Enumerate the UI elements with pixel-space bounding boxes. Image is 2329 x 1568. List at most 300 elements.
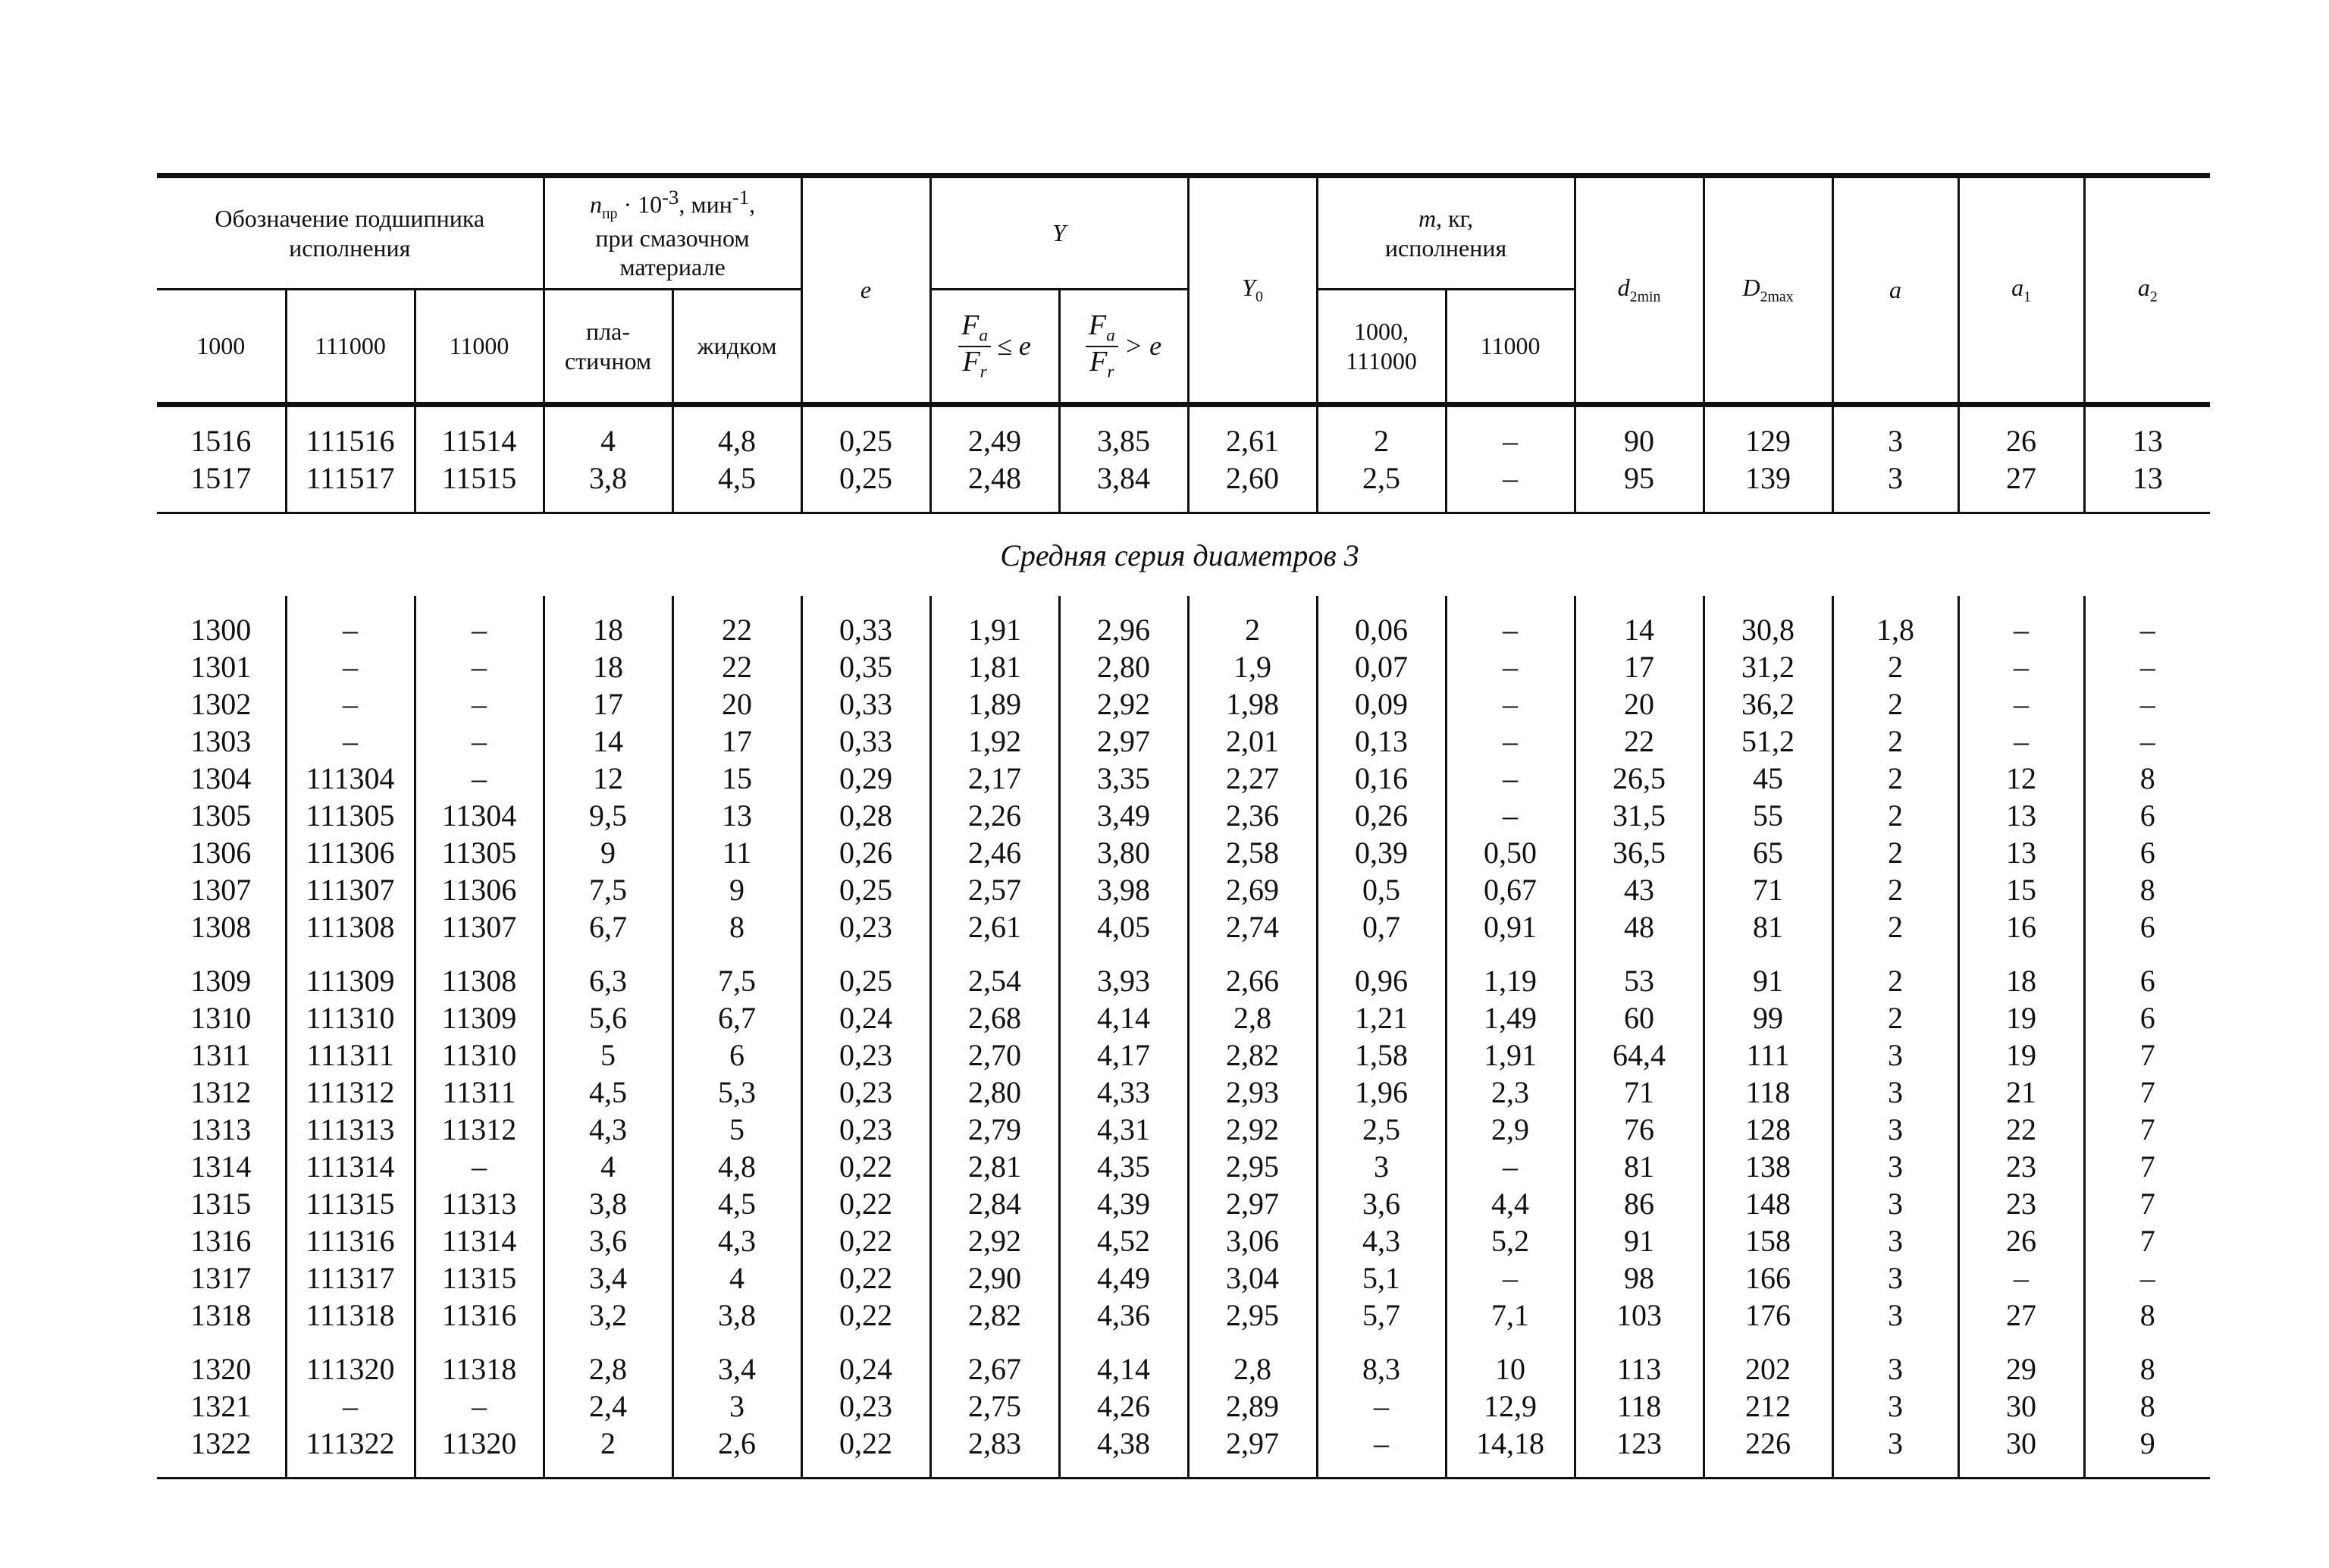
spacer-cell bbox=[1958, 596, 2084, 611]
table-cell: – bbox=[1446, 648, 1575, 685]
table-cell: 3,6 bbox=[1317, 1185, 1446, 1222]
table-cell: 2 bbox=[1832, 760, 1958, 797]
table-cell: 1,9 bbox=[1188, 648, 1317, 685]
table-cell: 26 bbox=[1958, 422, 2084, 459]
table-row bbox=[157, 760, 2210, 797]
table-cell: 1,91 bbox=[1446, 1036, 1575, 1074]
table-cell: 3 bbox=[1832, 1148, 1958, 1185]
table-bottom-rows bbox=[157, 596, 2210, 1479]
table-cell: 1,92 bbox=[930, 723, 1059, 760]
table-cell: 2,89 bbox=[1188, 1388, 1317, 1425]
table-cell: 2 bbox=[1832, 834, 1958, 871]
spacer-cell bbox=[157, 596, 286, 611]
table-cell: 2,8 bbox=[1188, 1350, 1317, 1388]
table-cell: 19 bbox=[1958, 1036, 2084, 1074]
spacer-cell bbox=[1188, 1462, 1317, 1479]
table-cell: 111309 bbox=[286, 962, 415, 999]
table-cell: 7 bbox=[2084, 1111, 2210, 1148]
table-cell: 3 bbox=[1832, 1425, 1958, 1462]
table-cell: 111315 bbox=[286, 1185, 415, 1222]
table-cell: 1318 bbox=[190, 1298, 252, 1332]
table-cell: 11304 bbox=[415, 797, 544, 834]
table-cell: 0,22 bbox=[801, 1425, 930, 1462]
table-cell: 2,80 bbox=[1059, 648, 1188, 685]
table-cell: 5 bbox=[672, 1111, 801, 1148]
table-cell: 11316 bbox=[415, 1297, 544, 1334]
spacer-cell bbox=[286, 596, 415, 611]
table-cell: 1305 bbox=[190, 798, 252, 833]
spacer-cell bbox=[1832, 1334, 1958, 1350]
table-cell: 21 bbox=[1958, 1074, 2084, 1111]
table-cell: 111317 bbox=[286, 1259, 415, 1297]
table-cell: 45 bbox=[1704, 760, 1832, 797]
spacer-cell bbox=[1317, 497, 1446, 513]
spacer-cell bbox=[2084, 1334, 2210, 1350]
header-mass-11000: 11000 bbox=[1446, 290, 1575, 405]
table-cell: 0,23 bbox=[801, 1111, 930, 1148]
spacer-cell bbox=[1188, 407, 1317, 422]
table-cell: 2,49 bbox=[930, 422, 1059, 459]
table-top-rows bbox=[157, 407, 2210, 514]
table-cell: 0,22 bbox=[801, 1297, 930, 1334]
table-cell: 111304 bbox=[286, 760, 415, 797]
table-cell: 0,91 bbox=[1446, 908, 1575, 946]
group-gap-row bbox=[157, 1334, 2210, 1350]
table-cell: – bbox=[1958, 648, 2084, 685]
table-cell: 0,35 bbox=[801, 648, 930, 685]
table-cell: 22 bbox=[1958, 1111, 2084, 1148]
table-cell: 4,35 bbox=[1059, 1148, 1188, 1185]
table-cell: 6,3 bbox=[544, 962, 672, 999]
spacer-cell bbox=[286, 1462, 415, 1479]
table-cell: 3 bbox=[1832, 1111, 1958, 1148]
table-cell: 3 bbox=[1832, 459, 1958, 497]
table-cell: – bbox=[1446, 1148, 1575, 1185]
table-cell: 0,16 bbox=[1317, 760, 1446, 797]
table-cell: 2,69 bbox=[1188, 871, 1317, 908]
header-Y: Y bbox=[930, 176, 1188, 290]
table-cell: 26,5 bbox=[1575, 760, 1704, 797]
table-cell: 2,83 bbox=[930, 1425, 1059, 1462]
table-cell: 5,1 bbox=[1317, 1259, 1446, 1297]
frac-relation: ≤ e bbox=[997, 330, 1031, 361]
table-cell: 111517 bbox=[286, 459, 415, 497]
d2min-symbol: d bbox=[1617, 274, 1630, 302]
table-cell: 23 bbox=[1958, 1148, 2084, 1185]
table-cell: – bbox=[1446, 797, 1575, 834]
table-cell: 111305 bbox=[286, 797, 415, 834]
table-cell: 13 bbox=[1958, 834, 2084, 871]
frac-num-sub: a bbox=[979, 325, 989, 346]
table-cell: 2,57 bbox=[930, 871, 1059, 908]
table-cell: 7,5 bbox=[672, 962, 801, 999]
table-cell: 8 bbox=[2084, 871, 2210, 908]
table-cell: 4,14 bbox=[1059, 1350, 1188, 1388]
table-cell: 2,70 bbox=[930, 1036, 1059, 1074]
spacer-cell bbox=[157, 946, 286, 962]
table-cell: 30,8 bbox=[1704, 611, 1832, 648]
spacer-cell bbox=[1958, 407, 2084, 422]
header-a2 bbox=[2084, 176, 2210, 405]
table-cell: 0,07 bbox=[1317, 648, 1446, 685]
table-cell: 2,46 bbox=[930, 834, 1059, 871]
table-cell: 1,96 bbox=[1317, 1074, 1446, 1111]
spacer-cell bbox=[544, 1462, 672, 1479]
table-cell: 3 bbox=[1832, 1350, 1958, 1388]
spacer-cell bbox=[157, 1334, 286, 1350]
spacer-cell bbox=[1958, 497, 2084, 513]
table-cell: – bbox=[1958, 685, 2084, 723]
spacer-cell bbox=[286, 407, 415, 422]
table-row bbox=[157, 1425, 2210, 1462]
table-cell: 11515 bbox=[415, 459, 544, 497]
table-cell: 1306 bbox=[190, 836, 252, 870]
table-cell: 11307 bbox=[415, 908, 544, 946]
spacer-cell bbox=[157, 497, 286, 513]
table-cell: 0,26 bbox=[801, 834, 930, 871]
spacer-cell bbox=[1059, 596, 1188, 611]
table-cell: 1,58 bbox=[1317, 1036, 1446, 1074]
table-cell: 1,19 bbox=[1446, 962, 1575, 999]
table-cell: 2,8 bbox=[544, 1350, 672, 1388]
table-cell: 3,8 bbox=[544, 459, 672, 497]
table-cell: 1320 bbox=[190, 1352, 252, 1386]
table-cell: 98 bbox=[1575, 1259, 1704, 1297]
speed-comma: , bbox=[749, 190, 756, 218]
frac-den-sub: r bbox=[980, 362, 987, 382]
table-cell: – bbox=[415, 1148, 544, 1185]
table-cell: 4 bbox=[544, 422, 672, 459]
table-cell: 3 bbox=[1832, 422, 1958, 459]
table-cell: 2 bbox=[1832, 871, 1958, 908]
table-cell: 111311 bbox=[286, 1036, 415, 1074]
table-cell: 0,33 bbox=[801, 611, 930, 648]
table-cell: 0,25 bbox=[801, 962, 930, 999]
spacer-cell bbox=[930, 1462, 1059, 1479]
table-cell: 4,36 bbox=[1059, 1297, 1188, 1334]
table-cell: 1307 bbox=[190, 873, 252, 907]
spacer-cell bbox=[415, 497, 544, 513]
table-row bbox=[157, 962, 2210, 999]
table-cell: 2,97 bbox=[1188, 1425, 1317, 1462]
header-col-111000: 111000 bbox=[286, 290, 415, 405]
mass-execution-label: исполнения bbox=[1384, 234, 1507, 262]
spacer-cell bbox=[2084, 596, 2210, 611]
table-row bbox=[157, 1036, 2210, 1074]
table-cell: 9,5 bbox=[544, 797, 672, 834]
table-cell: 7,5 bbox=[544, 871, 672, 908]
table-row bbox=[157, 1259, 2210, 1297]
spacer-cell bbox=[672, 596, 801, 611]
table-cell: 1313 bbox=[190, 1112, 252, 1146]
spacer-cell bbox=[1317, 1334, 1446, 1350]
table-cell: 6,7 bbox=[544, 908, 672, 946]
header-frac-gt bbox=[1059, 290, 1188, 405]
spacer-cell bbox=[672, 1462, 801, 1479]
table-cell: 4,8 bbox=[672, 422, 801, 459]
spacer-cell bbox=[801, 946, 930, 962]
table-cell: 1,98 bbox=[1188, 685, 1317, 723]
spacer-cell bbox=[930, 596, 1059, 611]
frac-num-sub: a bbox=[1106, 325, 1115, 346]
table-cell: 0,23 bbox=[801, 1388, 930, 1425]
table-cell: 1322 bbox=[190, 1426, 252, 1460]
table-cell: 4 bbox=[672, 1259, 801, 1297]
table-cell: 1310 bbox=[190, 1001, 252, 1035]
table-cell: 3 bbox=[1832, 1259, 1958, 1297]
table-cell: 1309 bbox=[190, 964, 252, 998]
table-row bbox=[157, 1185, 2210, 1222]
spacer-cell bbox=[1575, 1462, 1704, 1479]
spacer-cell bbox=[1446, 1462, 1575, 1479]
table-cell: 111318 bbox=[286, 1297, 415, 1334]
table-cell: – bbox=[2084, 648, 2210, 685]
a1-sub: 1 bbox=[2023, 288, 2031, 306]
table-cell: – bbox=[415, 723, 544, 760]
table-cell: 11305 bbox=[415, 834, 544, 871]
table-row bbox=[157, 723, 2210, 760]
header-Y0 bbox=[1188, 176, 1317, 405]
table-cell: 1315 bbox=[190, 1187, 252, 1221]
frac-relation: > e bbox=[1124, 330, 1162, 361]
table-cell: 5,6 bbox=[544, 999, 672, 1036]
table-cell: 11318 bbox=[415, 1350, 544, 1388]
table-cell: 31,5 bbox=[1575, 797, 1704, 834]
table-cell: 2,61 bbox=[1188, 422, 1317, 459]
table-row bbox=[157, 611, 2210, 648]
table-cell: – bbox=[415, 648, 544, 685]
table-cell: 11306 bbox=[415, 871, 544, 908]
table-cell: 2 bbox=[1832, 999, 1958, 1036]
spacer-cell bbox=[1832, 407, 1958, 422]
table-cell: 23 bbox=[1958, 1185, 2084, 1222]
table-cell: 76 bbox=[1575, 1111, 1704, 1148]
plastic-line-2: стичном bbox=[564, 347, 652, 375]
table-cell: 1,91 bbox=[930, 611, 1059, 648]
table-cell: 2,67 bbox=[930, 1350, 1059, 1388]
table-cell: 81 bbox=[1575, 1148, 1704, 1185]
table-cell: 12 bbox=[1958, 760, 2084, 797]
table-cell: 9 bbox=[672, 871, 801, 908]
table-cell: 65 bbox=[1704, 834, 1832, 871]
table-cell: 2 bbox=[1188, 611, 1317, 648]
table-cell: – bbox=[1446, 685, 1575, 723]
D2max-sub: 2max bbox=[1760, 288, 1794, 306]
spacer-cell bbox=[286, 497, 415, 513]
table-cell: 3 bbox=[1832, 1074, 1958, 1111]
table-cell: 0,26 bbox=[1317, 797, 1446, 834]
table-cell: 5,2 bbox=[1446, 1222, 1575, 1259]
table-cell: 0,25 bbox=[801, 459, 930, 497]
table-row bbox=[157, 648, 2210, 685]
spacer-cell bbox=[1575, 596, 1704, 611]
table-cell: 15 bbox=[1958, 871, 2084, 908]
header-designation-label: Обозначение подшипника исполнения bbox=[215, 205, 485, 262]
table-cell: 4,5 bbox=[544, 1074, 672, 1111]
table-cell: 3,85 bbox=[1059, 422, 1188, 459]
table-cell: 111310 bbox=[286, 999, 415, 1036]
table-cell: 6 bbox=[2084, 834, 2210, 871]
table-cell: – bbox=[286, 611, 415, 648]
table-cell: 8 bbox=[672, 908, 801, 946]
table-cell: 0,23 bbox=[801, 1036, 930, 1074]
table-row bbox=[157, 1222, 2210, 1259]
table-cell: 2,5 bbox=[1317, 459, 1446, 497]
table-cell: 6 bbox=[2084, 999, 2210, 1036]
table-cell: 7 bbox=[2084, 1222, 2210, 1259]
table-cell: – bbox=[2084, 723, 2210, 760]
table-cell: 64,4 bbox=[1575, 1036, 1704, 1074]
table-cell: 0,39 bbox=[1317, 834, 1446, 871]
header-frac-le bbox=[930, 290, 1059, 405]
table-cell: 6 bbox=[2084, 962, 2210, 999]
table-cell: 11308 bbox=[415, 962, 544, 999]
table-cell: 29 bbox=[1958, 1350, 2084, 1388]
table-cell: 3 bbox=[1832, 1036, 1958, 1074]
spacer-cell bbox=[415, 407, 544, 422]
table-cell: 1314 bbox=[190, 1149, 252, 1184]
spacer-cell bbox=[1446, 407, 1575, 422]
table-cell: 4,39 bbox=[1059, 1185, 1188, 1222]
table-cell: 7,1 bbox=[1446, 1297, 1575, 1334]
table-cell: 5,7 bbox=[1317, 1297, 1446, 1334]
table-cell: 2,75 bbox=[930, 1388, 1059, 1425]
table-cell: 4 bbox=[544, 1148, 672, 1185]
table-cell: 2,96 bbox=[1059, 611, 1188, 648]
spacer-cell bbox=[1446, 946, 1575, 962]
a2-symbol: a bbox=[2137, 274, 2150, 302]
table-cell: 2,92 bbox=[1188, 1111, 1317, 1148]
table-cell: – bbox=[1446, 1259, 1575, 1297]
table-cell: 2,26 bbox=[930, 797, 1059, 834]
spacer-cell bbox=[1446, 1334, 1575, 1350]
spacer-cell bbox=[1832, 1462, 1958, 1479]
spacer-cell bbox=[672, 946, 801, 962]
table-cell: 0,22 bbox=[801, 1185, 930, 1222]
table-row bbox=[157, 1297, 2210, 1334]
spacer-cell bbox=[1832, 596, 1958, 611]
table-cell: 2 bbox=[1832, 962, 1958, 999]
spacer-cell bbox=[544, 596, 672, 611]
table-cell: 2,81 bbox=[930, 1148, 1059, 1185]
a2-sub: 2 bbox=[2149, 288, 2158, 306]
table-cell: 11311 bbox=[415, 1074, 544, 1111]
spacer-cell bbox=[1832, 946, 1958, 962]
table-cell: 9 bbox=[544, 834, 672, 871]
table-row bbox=[157, 1350, 2210, 1388]
table-cell: – bbox=[1958, 611, 2084, 648]
table-cell: 43 bbox=[1575, 871, 1704, 908]
table-cell: 11310 bbox=[415, 1036, 544, 1074]
table-cell: 0,23 bbox=[801, 908, 930, 946]
table-cell: 15 bbox=[672, 760, 801, 797]
table-cell: 3,6 bbox=[544, 1222, 672, 1259]
spacer-cell bbox=[286, 1334, 415, 1350]
table-cell: 86 bbox=[1575, 1185, 1704, 1222]
table-cell: – bbox=[1317, 1425, 1446, 1462]
table-cell: 30 bbox=[1958, 1388, 2084, 1425]
table-cell: 36,5 bbox=[1575, 834, 1704, 871]
table-cell: 3 bbox=[1317, 1148, 1446, 1185]
table-cell: 1517 bbox=[190, 461, 252, 495]
table-cell: 4,8 bbox=[672, 1148, 801, 1185]
plastic-line-1: пла- bbox=[586, 318, 630, 346]
table-cell: – bbox=[415, 685, 544, 723]
table-cell: 6 bbox=[2084, 908, 2210, 946]
table-cell: 0,29 bbox=[801, 760, 930, 797]
table-cell: 2,66 bbox=[1188, 962, 1317, 999]
table-cell: 3 bbox=[1832, 1297, 1958, 1334]
table-cell: 2 bbox=[544, 1425, 672, 1462]
table-cell: 111 bbox=[1704, 1036, 1832, 1074]
table-cell: 111306 bbox=[286, 834, 415, 871]
table-cell: – bbox=[1446, 723, 1575, 760]
table-cell: 2 bbox=[1832, 685, 1958, 723]
speed-unit-exp: -1 bbox=[732, 185, 750, 209]
table-cell: 3,35 bbox=[1059, 760, 1188, 797]
spacer-cell bbox=[801, 596, 930, 611]
Y0-symbol: Y bbox=[1242, 274, 1255, 302]
spacer-cell bbox=[544, 946, 672, 962]
frac-den-sub: r bbox=[1107, 362, 1114, 382]
table-cell: 1317 bbox=[190, 1261, 252, 1295]
table-cell: 17 bbox=[672, 723, 801, 760]
spacer-row bbox=[157, 1462, 2210, 1479]
spacer-cell bbox=[2084, 1462, 2210, 1479]
table-cell: 113 bbox=[1575, 1350, 1704, 1388]
table-cell: 2,79 bbox=[930, 1111, 1059, 1148]
table-cell: 139 bbox=[1704, 459, 1832, 497]
table-cell: 4,3 bbox=[1317, 1222, 1446, 1259]
header-d2min bbox=[1575, 176, 1704, 405]
table-cell: 4,5 bbox=[672, 1185, 801, 1222]
table-cell: – bbox=[1958, 1259, 2084, 1297]
table-cell: – bbox=[2084, 611, 2210, 648]
header-speed-group bbox=[544, 176, 801, 290]
table-cell: 11309 bbox=[415, 999, 544, 1036]
table-cell: 2 bbox=[1832, 908, 1958, 946]
table-cell: 11315 bbox=[415, 1259, 544, 1297]
table-cell: 2,84 bbox=[930, 1185, 1059, 1222]
table-cell: 111308 bbox=[286, 908, 415, 946]
table-cell: 3 bbox=[1832, 1388, 1958, 1425]
table-cell: 7 bbox=[2084, 1074, 2210, 1111]
spacer-cell bbox=[544, 407, 672, 422]
table-cell: – bbox=[1446, 611, 1575, 648]
table-cell: 9 bbox=[2084, 1425, 2210, 1462]
header-col-1000: 1000 bbox=[157, 290, 286, 405]
spacer-cell bbox=[1704, 946, 1832, 962]
speed-symbol-sub: пр bbox=[601, 205, 618, 222]
table-cell: 3,8 bbox=[544, 1185, 672, 1222]
table-cell: 71 bbox=[1575, 1074, 1704, 1111]
table-cell: 118 bbox=[1704, 1074, 1832, 1111]
table-cell: 51,2 bbox=[1704, 723, 1832, 760]
table-cell: – bbox=[286, 723, 415, 760]
spacer-cell bbox=[1575, 946, 1704, 962]
spacer-row bbox=[157, 407, 2210, 422]
table-cell: 2,82 bbox=[1188, 1036, 1317, 1074]
table-cell: 22 bbox=[672, 611, 801, 648]
table-cell: 4,17 bbox=[1059, 1036, 1188, 1074]
spacer-cell bbox=[415, 1334, 544, 1350]
spacer-cell bbox=[1188, 1334, 1317, 1350]
fraction-fa-fr bbox=[1086, 311, 1118, 381]
table-cell: – bbox=[415, 760, 544, 797]
table-cell: 3 bbox=[1832, 1222, 1958, 1259]
table-cell: 123 bbox=[1575, 1425, 1704, 1462]
table-cell: 2,97 bbox=[1059, 723, 1188, 760]
